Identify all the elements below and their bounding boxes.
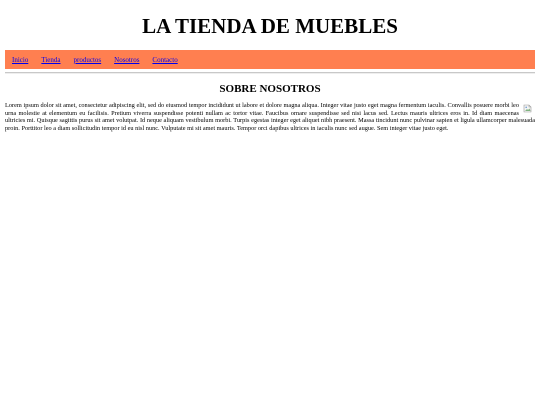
nav-link-contacto[interactable]: Contacto xyxy=(152,55,178,64)
nav-link-productos[interactable]: productos xyxy=(73,55,102,64)
nav-link-tienda[interactable]: Tienda xyxy=(41,55,61,64)
broken-image-icon xyxy=(523,104,533,113)
nav-link-inicio[interactable]: Inicio xyxy=(12,55,29,64)
nav-bar xyxy=(5,50,535,69)
section-title: SOBRE NOSOTROS xyxy=(219,83,321,95)
about-content xyxy=(5,102,535,133)
nav-link-nosotros[interactable]: Nosotros xyxy=(114,55,140,64)
section-divider xyxy=(5,72,535,74)
about-text: Lorem ipsum dolor sit amet, consectetur adipiscing elit, sed do eiusmod tempor incididunt ut labore et dolore magna aliqua. Integer vitae justo eget magna fermentum iaculis. Convallis posuere morbi leo urna molestie at elementum eu facilisis. Pretium viverra suspendisse potenti nullam ac tortor vitae. Faucibus ornare suspendisse sed nisi lacus sed. Lectus mauris ultrices eros in. Id diam maecenas ultricies mi. Quisque sagittis purus sit amet volutpat. Id neque aliquam vestibulum morbi. Turpis egestas integer eget aliquet nibh praesent. Massa tincidunt nunc pulvinar sapien et ligula ullamcorper malesuada proin. Porttitor leo a diam sollicitudin tempor id eu nisl nunc. Vulputate mi sit amet mauris. Tempor orci dapibus ultrices in iaculis nunc sed augue. Sem integer vitae justo eget. xyxy=(5,102,535,133)
site-title: LA TIENDA DE MUEBLES xyxy=(142,14,398,38)
